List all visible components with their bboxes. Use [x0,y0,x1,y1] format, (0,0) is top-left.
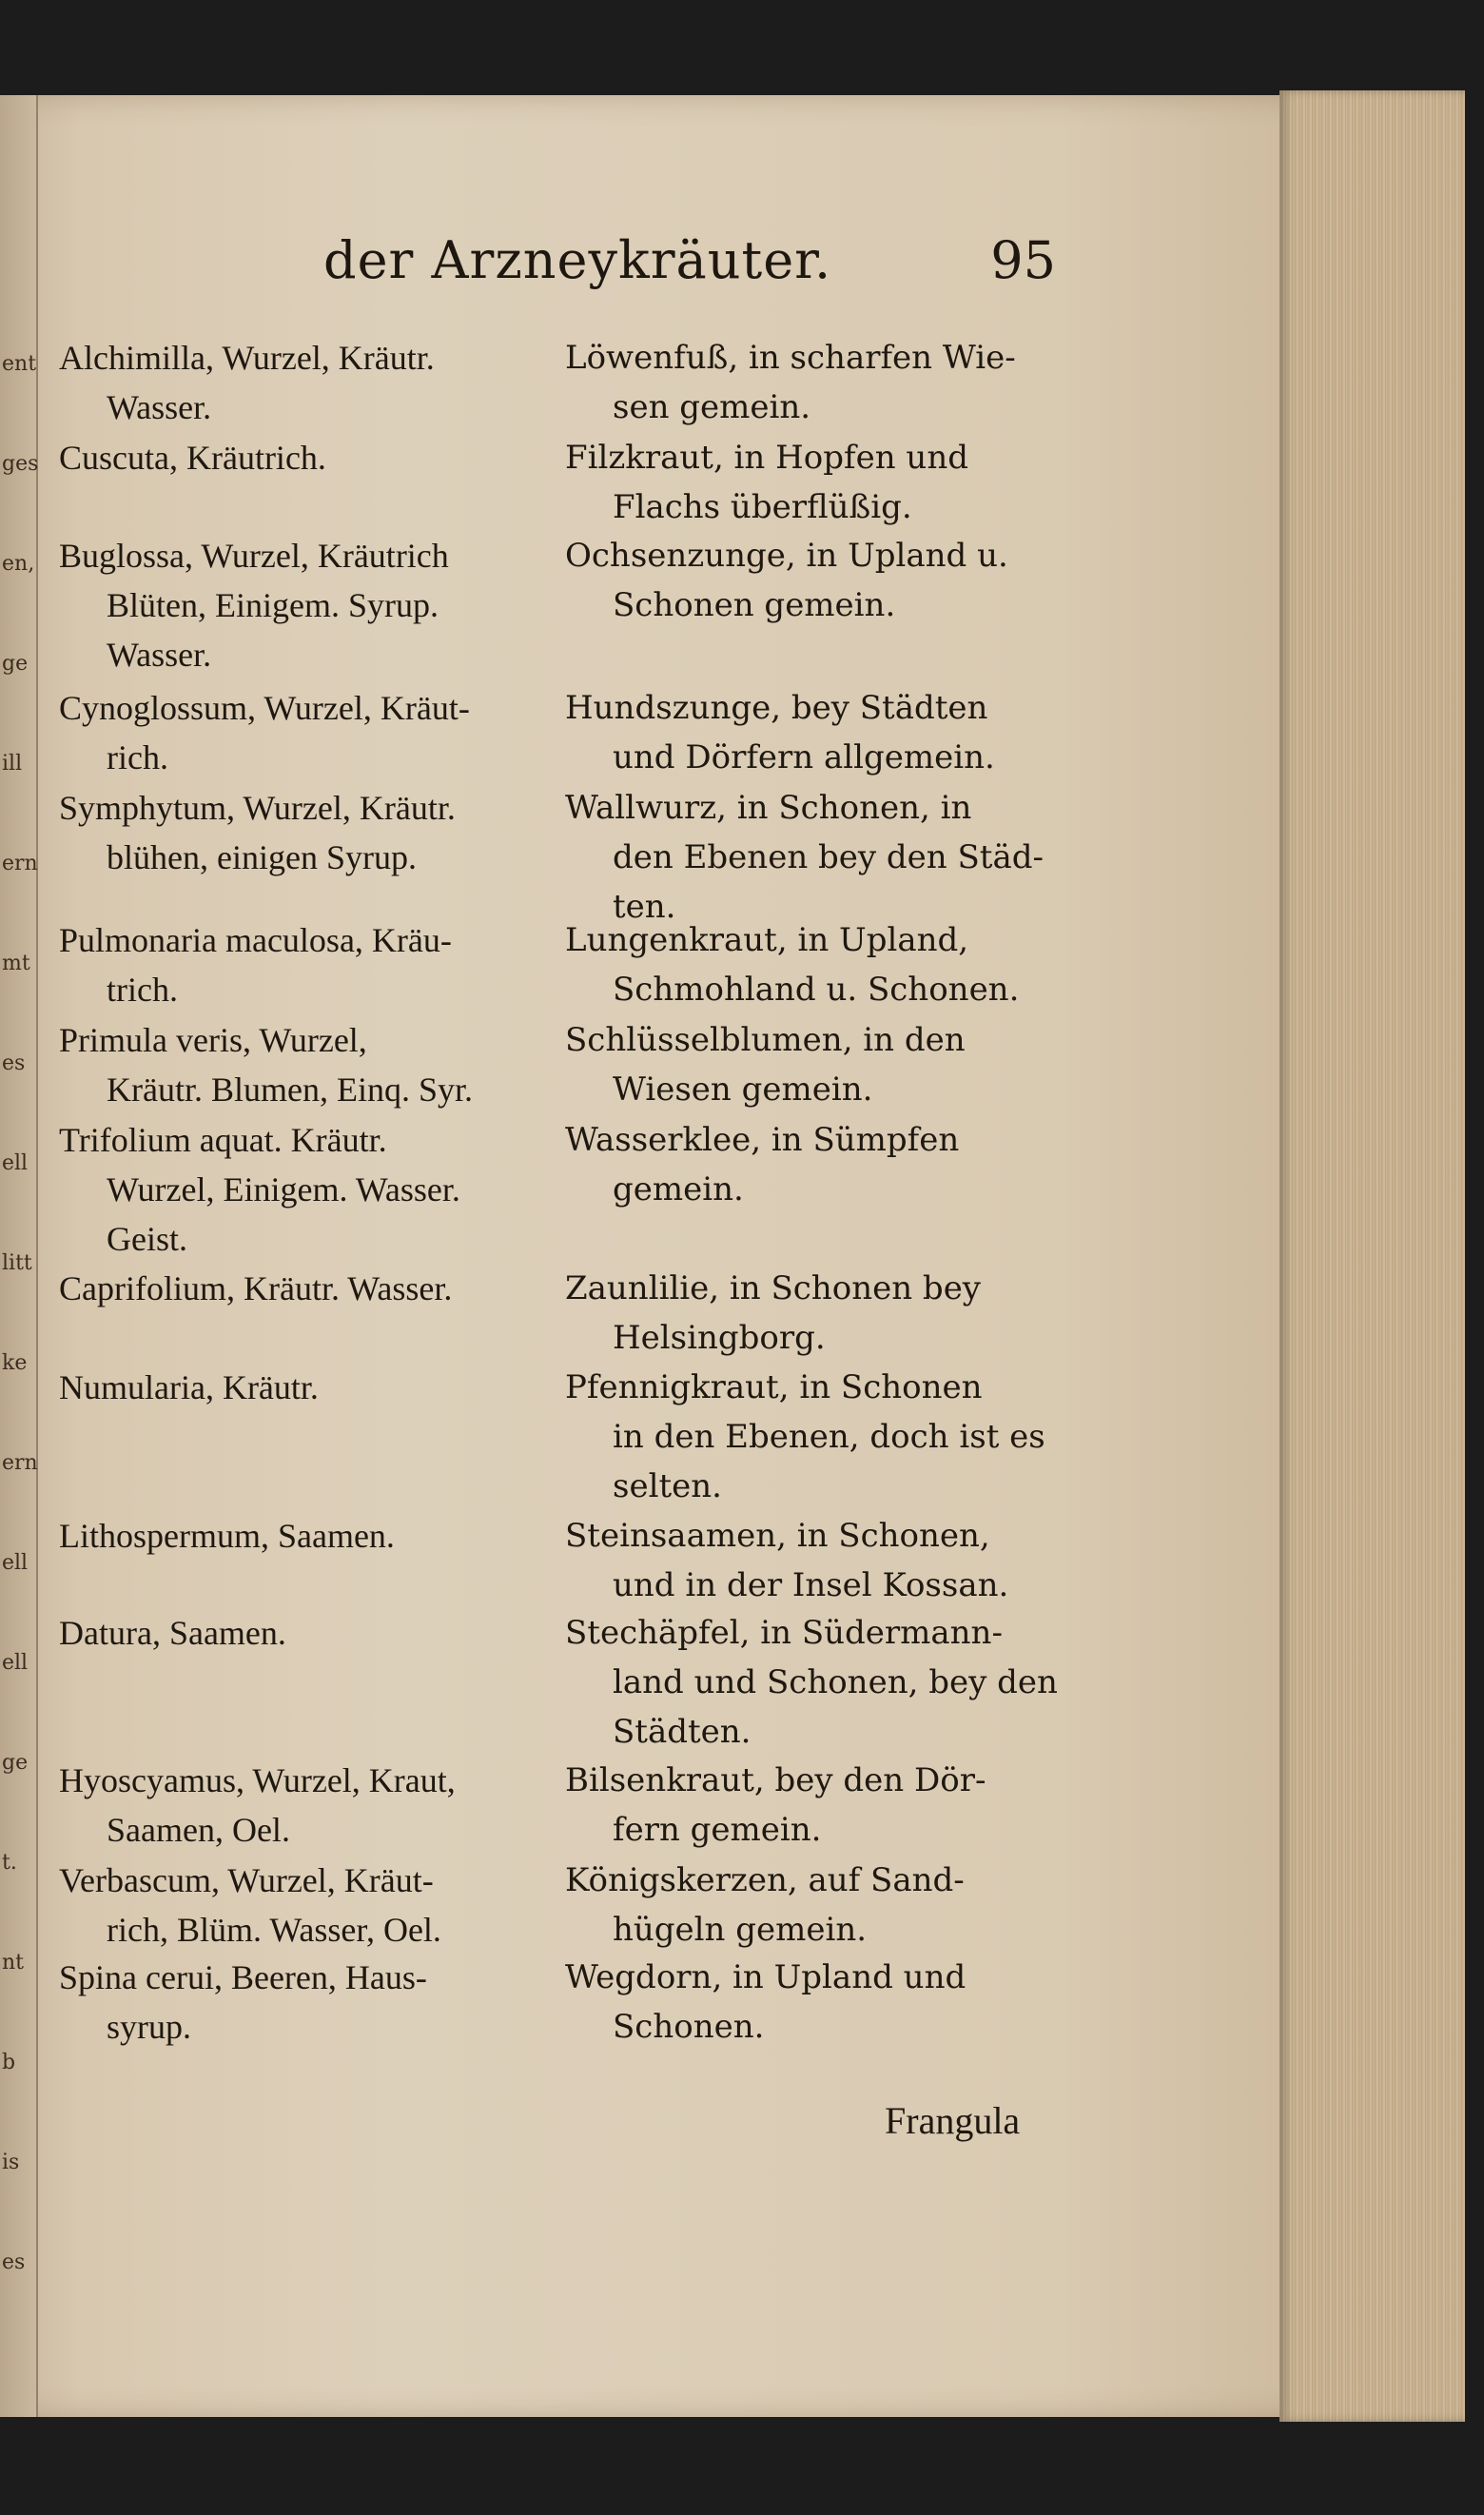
german-entry [565,1511,1064,1610]
latin-entry-line: Lithospermum, Saamen. [59,1517,395,1555]
latin-entry-line: Buglossa, Wurzel, Kräutrich [59,537,449,575]
gutter-mark: ill [2,752,23,776]
german-entry-line: Wallwurz, in Schonen, in [565,789,972,827]
latin-entry [59,1264,554,1313]
gutter-mark: t. [2,1851,17,1875]
german-entry [565,433,1064,532]
latin-entry-line: rich, Blüm. Wasser, Oel. [107,1911,441,1949]
latin-entry [59,433,554,482]
german-entry-line: Schmohland u. Schonen. [613,971,1020,1009]
german-entry-line: Filzkraut, in Hopfen und [565,439,968,477]
latin-entry-line: rich. [107,738,168,776]
latin-entry-line: blühen, einigen Syrup. [107,838,417,876]
german-entry [565,1264,1064,1363]
latin-entry-line: Kräutr. Blumen, Einq. Syr. [107,1071,473,1109]
latin-entry-line: Wurzel, Einigem. Wasser. [107,1170,460,1208]
latin-entry-line: Wasser. [107,636,212,674]
gutter-mark: ell [2,1551,29,1575]
latin-entry-line: Primula veris, Wurzel, [59,1021,367,1059]
german-entry-line: Stechäpfel, in Südermann- [565,1614,1003,1652]
german-entry-line: Zaunlilie, in Schonen bey [565,1269,982,1307]
latin-entry [59,1363,554,1412]
latin-entry [59,1608,554,1658]
german-entry-line: Steinsaamen, in Schonen, [565,1517,990,1555]
latin-entry-line: Spina cerui, Beeren, Haus- [59,1958,427,1996]
latin-entry [59,1756,554,1855]
german-entry-line: und in der Insel Kossan. [613,1566,1009,1604]
latin-entry [59,1511,554,1561]
german-entry-line: Pfennigkraut, in Schonen [565,1368,983,1406]
german-entry-line: Helsingborg. [613,1319,826,1357]
gutter-mark: is [2,2151,20,2174]
german-entry-line: Königskerzen, auf Sand- [565,1861,965,1899]
german-entry [565,531,1064,630]
latin-entry-line: Pulmonaria maculosa, Kräu- [59,921,452,959]
german-entry [565,1015,1064,1114]
german-entry [565,333,1064,432]
gutter-mark: es [2,2250,26,2274]
german-entry-line: Ochsenzunge, in Upland u. [565,537,1008,575]
german-entry-line: sen gemein. [613,388,811,426]
german-entry [565,1363,1064,1511]
gutter-mark: ge [2,652,29,676]
gutter-mark: en, [2,552,35,576]
latin-entry [59,683,554,782]
german-entry-line: land und Schonen, bey den [613,1663,1058,1701]
gutter-mark: es [2,1051,26,1075]
gutter-mark: ke [2,1351,28,1375]
page-number: 95 [990,230,1056,290]
german-entry-line: Wasserklee, in Sümpfen [565,1121,960,1159]
latin-entry-line: Blüten, Einigem. Syrup. [107,586,439,624]
latin-entry-line: Symphytum, Wurzel, Kräutr. [59,789,456,827]
german-entry-line: Schonen gemein. [613,586,896,624]
german-entry-line: ten. [613,888,676,926]
facing-page-gutter [0,95,38,2417]
latin-entry [59,1856,554,1955]
latin-entry-line: syrup. [107,2008,191,2046]
latin-entry [59,1115,554,1264]
gutter-mark: ges [2,452,39,476]
german-entry-line: Flachs überflüßig. [613,488,912,526]
latin-entry-line: Numularia, Kräutr. [59,1368,319,1406]
gutter-mark: ge [2,1751,29,1775]
german-entry-line: Wegdorn, in Upland und [565,1958,967,1996]
latin-entry-line: Wasser. [107,388,212,426]
german-entry [565,683,1064,782]
latin-entry-line: Saamen, Oel. [107,1811,290,1849]
latin-entry-line: trich. [107,971,178,1009]
german-entry-line: den Ebenen bey den Städ- [613,838,1044,876]
latin-entry-line: Verbascum, Wurzel, Kräut- [59,1861,434,1899]
german-entry-line: hügeln gemein. [613,1911,868,1949]
gutter-mark: litt [2,1251,32,1275]
gutter-mark: ent [2,352,37,376]
german-entry-line: Hundszunge, bey Städten [565,689,988,727]
latin-entry [59,1953,554,2052]
german-entry [565,1953,1064,2052]
gutter-mark: nt [2,1951,25,1975]
gutter-mark: ern [2,1451,38,1475]
catchword: Frangula [885,2099,1021,2142]
latin-entry [59,1015,554,1114]
latin-entry [59,783,554,882]
gutter-mark: b [2,2051,16,2074]
running-header [323,230,1056,297]
gutter-mark: ell [2,1151,29,1175]
latin-entry [59,531,554,679]
german-entry-line: in den Ebenen, doch ist es [613,1418,1045,1456]
latin-entry [59,333,554,432]
gutter-mark: ell [2,1651,29,1675]
latin-entry-line: Trifolium aquat. Kräutr. [59,1121,387,1159]
german-entry-line: und Dörfern allgemein. [613,738,995,776]
page-block-edge [1279,90,1465,2422]
gutter-mark: mt [2,952,30,975]
latin-entry-line: Alchimilla, Wurzel, Kräutr. [59,339,435,377]
german-entry-line: Lungenkraut, in Upland, [565,921,969,959]
german-entry [565,915,1064,1014]
german-entry-line: fern gemein. [613,1811,822,1849]
german-entry-line: Bilsenkraut, bey den Dör- [565,1761,986,1799]
latin-entry-line: Caprifolium, Kräutr. Wasser. [59,1269,453,1307]
latin-entry-line: Cuscuta, Kräutrich. [59,439,326,477]
german-entry-line: selten. [613,1467,722,1505]
latin-entry-line: Datura, Saamen. [59,1614,286,1652]
german-entry-line: gemein. [613,1170,744,1208]
running-title: der Arzneykräuter. [323,230,832,290]
german-entry-line: Löwenfuß, in scharfen Wie- [565,339,1016,377]
german-entry-line: Schonen. [613,2008,765,2046]
german-entry [565,1608,1064,1757]
german-entry-line: Wiesen gemein. [613,1071,873,1109]
german-entry [565,1756,1064,1855]
german-entry-line: Städten. [613,1713,752,1751]
german-entry-line: Schlüsselblumen, in den [565,1021,966,1059]
german-entry [565,783,1064,932]
latin-entry-line: Geist. [107,1220,187,1258]
latin-entry [59,915,554,1014]
german-entry [565,1856,1064,1955]
latin-entry-line: Hyoscyamus, Wurzel, Kraut, [59,1761,456,1799]
latin-entry-line: Cynoglossum, Wurzel, Kräut- [59,689,470,727]
german-entry [565,1115,1064,1214]
gutter-mark: ern [2,852,38,875]
